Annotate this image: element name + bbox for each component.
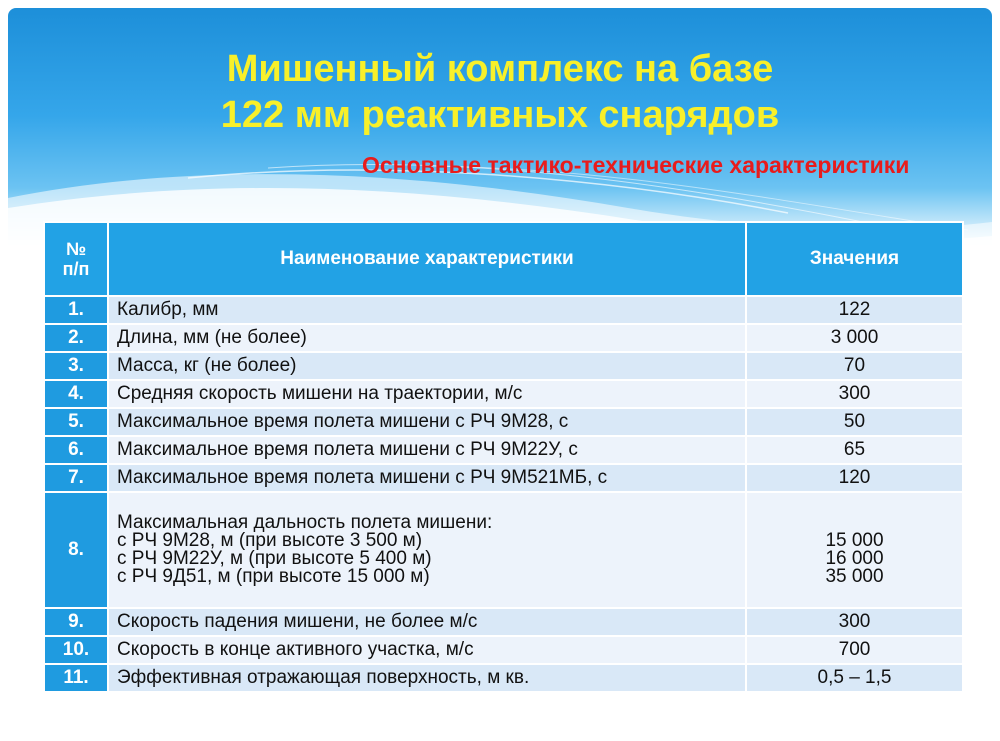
row-name-multiline: [108, 492, 746, 608]
title-line-2: 122 мм реактивных снарядов: [220, 94, 780, 136]
title-line-1: Мишенный комплекс на базе: [226, 48, 774, 90]
row-value: 122: [746, 296, 963, 324]
row-name: Скорость падения мишени, не более м/с: [108, 608, 746, 636]
row-name-line: с РЧ 9Д51, м (при высоте 15 000 м): [117, 566, 430, 587]
characteristics-table: [43, 221, 964, 693]
row-name: Максимальное время полета мишени с РЧ 9М521МБ, с: [108, 464, 746, 492]
table-row: [44, 464, 963, 492]
table-row: [44, 408, 963, 436]
row-value: 65: [746, 436, 963, 464]
row-value: 50: [746, 408, 963, 436]
row-name: Максимальное время полета мишени с РЧ 9М28, с: [108, 408, 746, 436]
row-value: 0,5 – 1,5: [746, 664, 963, 692]
row-number: 8.: [44, 492, 108, 608]
table-row: [44, 380, 963, 408]
row-name-line: Максимальная дальность полета мишени:: [117, 512, 493, 533]
row-number: 5.: [44, 408, 108, 436]
header-value: Значения: [746, 222, 963, 296]
row-number: 2.: [44, 324, 108, 352]
row-number: 7.: [44, 464, 108, 492]
slide-title: [0, 46, 1000, 138]
row-name: Длина, мм (не более): [108, 324, 746, 352]
slide-subtitle: Основные тактико-технические характеристики: [362, 152, 910, 178]
header-number: [44, 222, 108, 296]
row-number: 11.: [44, 664, 108, 692]
row-name: Скорость в конце активного участка, м/с: [108, 636, 746, 664]
row-value-line: 15 000: [825, 530, 884, 551]
row-name: Средняя скорость мишени на траектории, м/с: [108, 380, 746, 408]
header-number-line1: №: [65, 239, 87, 259]
row-name-line: с РЧ 9М22У, м (при высоте 5 400 м): [117, 548, 432, 569]
row-number: 3.: [44, 352, 108, 380]
row-value: 300: [746, 380, 963, 408]
row-value-multiline: [746, 492, 963, 608]
row-name: Максимальное время полета мишени с РЧ 9М22У, с: [108, 436, 746, 464]
row-name: Эффективная отражающая поверхность, м кв.: [108, 664, 746, 692]
header-name: Наименование характеристики: [108, 222, 746, 296]
row-value: 300: [746, 608, 963, 636]
row-value: 700: [746, 636, 963, 664]
row-name: Масса, кг (не более): [108, 352, 746, 380]
table-row: [44, 296, 963, 324]
row-name-line: с РЧ 9М28, м (при высоте 3 500 м): [117, 530, 423, 551]
header-number-line2: п/п: [62, 259, 90, 279]
row-number: 6.: [44, 436, 108, 464]
row-value-line: 35 000: [825, 566, 884, 587]
table-row: [44, 352, 963, 380]
row-name: Калибр, мм: [108, 296, 746, 324]
row-number: 10.: [44, 636, 108, 664]
row-value: 3 000: [746, 324, 963, 352]
row-number: 9.: [44, 608, 108, 636]
row-number: 1.: [44, 296, 108, 324]
row-number: 4.: [44, 380, 108, 408]
row-value: 120: [746, 464, 963, 492]
table-row: [44, 636, 963, 664]
table-header-row: [44, 222, 963, 296]
row-value-line: 16 000: [825, 548, 884, 569]
row-value: 70: [746, 352, 963, 380]
table-row: [44, 492, 963, 608]
table-row: [44, 436, 963, 464]
table-row: [44, 324, 963, 352]
table-row: [44, 608, 963, 636]
table-row: [44, 664, 963, 692]
